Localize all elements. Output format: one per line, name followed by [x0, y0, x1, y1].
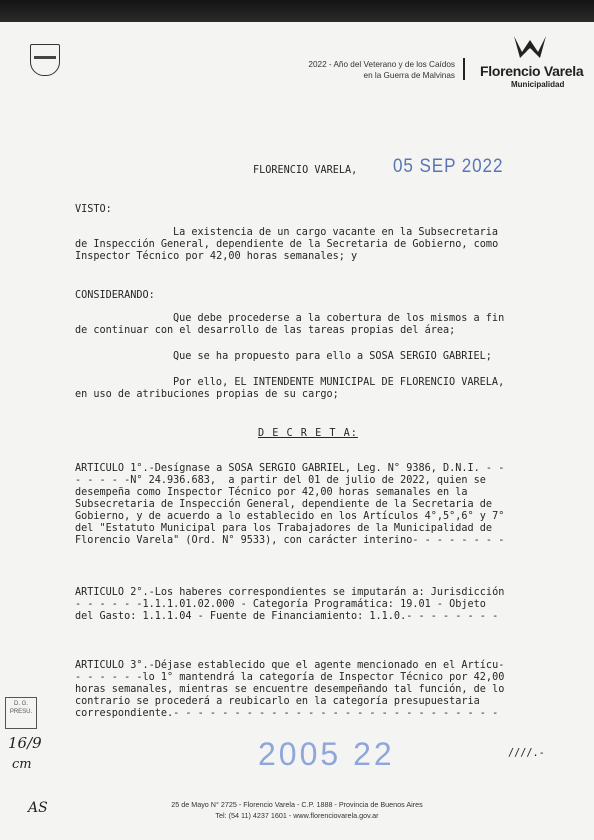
article-1-line: desempeña como Inspector Técnico por 42,00 horas semanales en la	[75, 487, 468, 498]
budget-stamp-box: D. G. PRESU.	[5, 697, 37, 729]
florencio-varela-logo-icon	[510, 32, 550, 62]
handwritten-signature: AS	[28, 800, 48, 816]
body-line: Inspector Técnico por 42,00 horas semanales; y	[75, 251, 358, 262]
body-line: Por ello, EL INTENDENTE MUNICIPAL DE FLORENCIO VARELA,	[173, 377, 505, 388]
article-3-line: ARTICULO 3°.-Déjase establecido que el agente mencionado en el Artícu-	[75, 660, 505, 671]
date-stamp: 05 SEP 2022	[393, 156, 504, 177]
municipal-shield-icon	[30, 44, 60, 76]
body-line: de Inspección General, dependiente de la Secretaria de Gobierno, como	[75, 239, 499, 250]
body-line: de continuar con el desarrollo de las tareas propias del área;	[75, 325, 456, 336]
article-1-line: Gobierno, y de acuerdo a lo establecido en los Artículos 4°,5°,6° y 7°	[75, 511, 505, 522]
decree-number-stamp: 2005 22	[258, 736, 395, 772]
article-3-line: horas semanales, mientras se encuentre desempeñando tal función, de lo	[75, 684, 505, 695]
footer-address: 25 de Mayo N° 2725 - Florencio Varela - C.P. 1888 - Provincia de Buenos Aires	[171, 800, 423, 809]
body-line: Que debe procederse a la cobertura de los mismos a fin	[173, 313, 505, 324]
year-motto	[255, 59, 455, 81]
article-1-line: - - - - -N° 24.936.683, a partir del 01 de julio de 2022, quien se	[75, 475, 486, 486]
header-divider	[463, 58, 465, 80]
continuation-mark: ////.-	[508, 748, 545, 759]
article-3-line: correspondiente.- - - - - - - - - - - - - - - - - - - - - - - - - - -	[75, 708, 499, 719]
scan-top-edge	[0, 0, 594, 22]
article-2-line: del Gasto: 1.1.1.04 - Fuente de Financiamiento: 1.1.0.- - - - - - - -	[75, 611, 499, 622]
article-1-line: ARTICULO 1°.-Desígnase a SOSA SERGIO GABRIEL, Leg. N° 9386, D.N.I. - -	[75, 463, 505, 474]
article-1-line: del "Estatuto Municipal para los Trabajadores de la Municipalidad de	[75, 523, 493, 534]
motto-line-2: en la Guerra de Malvinas	[363, 71, 455, 80]
visto-heading: VISTO:	[75, 204, 112, 215]
considerando-heading: CONSIDERANDO:	[75, 290, 155, 301]
article-3-line: - - - - - -lo 1° mantendrá la categoría de Inspector Técnico por 42,00	[75, 672, 505, 683]
body-line: Que se ha propuesto para ello a SOSA SERGIO GABRIEL;	[173, 351, 492, 362]
decreta-heading: D E C R E T A:	[258, 428, 358, 439]
handwritten-initials: cm	[12, 757, 32, 772]
brand-name: Florencio Varela	[480, 63, 584, 79]
body-line: La existencia de un cargo vacante en la Subsecretaria	[173, 227, 499, 238]
article-2-line: - - - - - -1.1.1.01.02.000 - Categoría Programática: 19.01 - Objeto	[75, 599, 486, 610]
footer-contact: Tel: (54 11) 4237 1601 - www.florenciovarela.gov.ar	[215, 811, 379, 820]
article-1-line: Florencio Varela" (Ord. N° 9533), con carácter interino- - - - - - - -	[75, 535, 505, 546]
dateline-place: FLORENCIO VARELA,	[253, 165, 358, 176]
brand-subtitle: Municipalidad	[511, 80, 565, 89]
body-line: en uso de atribuciones propias de su cargo;	[75, 389, 339, 400]
article-2-line: ARTICULO 2°.-Los haberes correspondientes se imputarán a: Jurisdicción	[75, 587, 505, 598]
article-3-line: contrario se procederá a reubicarlo en la categoría presupuestaria	[75, 696, 480, 707]
motto-line-1: 2022 - Año del Veterano y de los Caídos	[308, 60, 455, 69]
article-1-line: Subsecretaria de Inspección General, dependiente de la Secretaria de	[75, 499, 493, 510]
handwritten-note: 16/9	[8, 734, 42, 752]
